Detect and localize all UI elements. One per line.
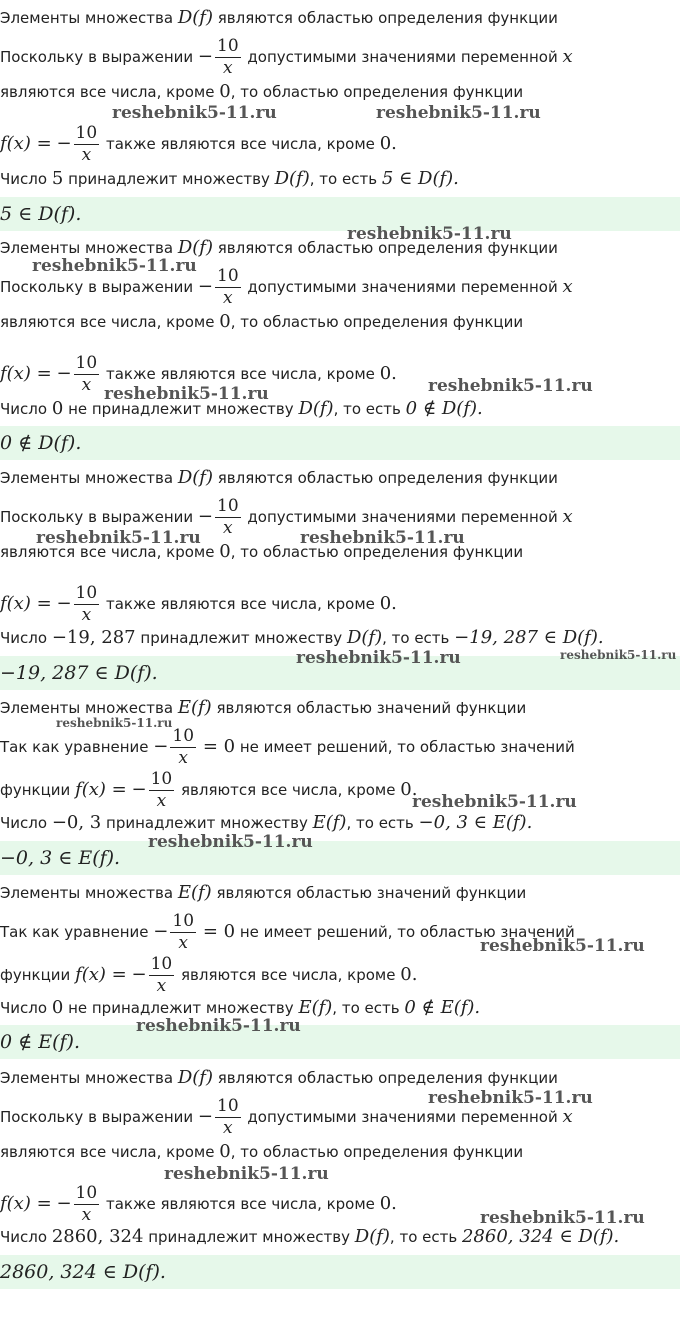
domain-reason-line: Поскольку в выражении − $\frac{10}{x}$ допустимыми значениями переменной x bbox=[0, 1096, 573, 1138]
statement-line: Элементы множества D(f) являются областью определения функции bbox=[0, 237, 558, 258]
function-line: функции f(x) = − $\frac{10}{x}$ являются все числа, кроме 0. bbox=[0, 769, 418, 811]
membership-line: Число 0 не принадлежит множеству D(f), то есть 0 ∉ D(f). bbox=[0, 398, 483, 419]
answer-box: 0 ∉ D(f). bbox=[0, 426, 680, 460]
watermark: reshebnik5-11.ru bbox=[560, 648, 677, 662]
watermark: reshebnik5-11.ru bbox=[428, 1088, 593, 1108]
watermark: reshebnik5-11.ru bbox=[300, 528, 465, 548]
fraction: $\frac{10}{x}$ bbox=[75, 123, 98, 165]
reason-continuation-line: являются все числа, кроме 0, то областью определения функции bbox=[0, 1141, 524, 1162]
fraction: $\frac{10}{x}$ bbox=[150, 954, 173, 996]
fraction: $\frac{10}{x}$ bbox=[217, 1096, 239, 1138]
reason-continuation-line: являются все числа, кроме 0, то областью определения функции bbox=[0, 81, 524, 102]
answer-box: −19, 287 ∈ D(f). bbox=[0, 656, 680, 690]
fraction: $\frac{10}{x}$ bbox=[217, 496, 239, 538]
watermark: reshebnik5-11.ru bbox=[104, 384, 269, 404]
answer-box: −0, 3 ∈ E(f). bbox=[0, 841, 680, 875]
statement-line: Элементы множества E(f) являются областью значений функции bbox=[0, 882, 527, 903]
fraction: $\frac{10}{x}$ bbox=[75, 353, 98, 395]
fraction: $\frac{10}{x}$ bbox=[172, 726, 195, 768]
function-line: f(x) = − $\frac{10}{x}$ также являются все числа, кроме 0. bbox=[0, 1183, 397, 1225]
range-reason-line: Так как уравнение − $\frac{10}{x}$ = 0 не имеет решений, то областью значений bbox=[0, 911, 575, 953]
fraction: $\frac{10}{x}$ bbox=[172, 911, 195, 953]
reason-continuation-line: являются все числа, кроме 0, то областью определения функции bbox=[0, 311, 524, 332]
domain-reason-line: Поскольку в выражении − $\frac{10}{x}$ допустимыми значениями переменной x bbox=[0, 496, 573, 538]
fraction: $\frac{10}{x}$ bbox=[217, 266, 239, 308]
function-line: f(x) = − $\frac{10}{x}$ также являются все числа, кроме 0. bbox=[0, 583, 397, 625]
fraction: $\frac{10}{x}$ bbox=[150, 769, 173, 811]
statement-line: Элементы множества D(f) являются областью определения функции bbox=[0, 467, 558, 488]
statement-line: Элементы множества D(f) являются областью определения функции bbox=[0, 1067, 558, 1088]
domain-reason-line: Поскольку в выражении − $\frac{10}{x}$ допустимыми значениями переменной x bbox=[0, 36, 573, 78]
watermark: reshebnik5-11.ru bbox=[412, 792, 577, 812]
domain-reason-line: Поскольку в выражении − $\frac{10}{x}$ допустимыми значениями переменной x bbox=[0, 266, 573, 308]
watermark: reshebnik5-11.ru bbox=[347, 224, 512, 244]
watermark: reshebnik5-11.ru bbox=[164, 1164, 329, 1184]
watermark: reshebnik5-11.ru bbox=[112, 103, 277, 123]
membership-line: Число 5 принадлежит множеству D(f), то есть 5 ∈ D(f). bbox=[0, 168, 459, 189]
watermark: reshebnik5-11.ru bbox=[480, 936, 645, 956]
membership-line: Число 2860, 324 принадлежит множеству D(f), то есть 2860, 324 ∈ D(f). bbox=[0, 1226, 620, 1247]
watermark: reshebnik5-11.ru bbox=[480, 1208, 645, 1228]
answer-box: 5 ∈ D(f). bbox=[0, 197, 680, 231]
fraction: $\frac{10}{x}$ bbox=[75, 1183, 98, 1225]
watermark: reshebnik5-11.ru bbox=[56, 716, 173, 730]
answer-box: 0 ∉ E(f). bbox=[0, 1025, 680, 1059]
function-line: f(x) = − $\frac{10}{x}$ также являются все числа, кроме 0. bbox=[0, 353, 397, 395]
membership-line: Число −19, 287 принадлежит множеству D(f), то есть −19, 287 ∈ D(f). bbox=[0, 627, 604, 648]
watermark: reshebnik5-11.ru bbox=[148, 832, 313, 852]
membership-line: Число 0 не принадлежит множеству E(f), то есть 0 ∉ E(f). bbox=[0, 997, 481, 1018]
answer-box: 2860, 324 ∈ D(f). bbox=[0, 1255, 680, 1289]
watermark: reshebnik5-11.ru bbox=[376, 103, 541, 123]
function-line: функции f(x) = − $\frac{10}{x}$ являются все числа, кроме 0. bbox=[0, 954, 418, 996]
watermark: reshebnik5-11.ru bbox=[296, 648, 461, 668]
watermark: reshebnik5-11.ru bbox=[32, 256, 197, 276]
watermark: reshebnik5-11.ru bbox=[428, 376, 593, 396]
fraction: $\frac{10}{x}$ bbox=[217, 36, 239, 78]
watermark: reshebnik5-11.ru bbox=[36, 528, 201, 548]
set-symbol: D(f) bbox=[177, 7, 213, 28]
membership-line: Число −0, 3 принадлежит множеству E(f), то есть −0, 3 ∈ E(f). bbox=[0, 812, 533, 833]
watermark: reshebnik5-11.ru bbox=[136, 1016, 301, 1036]
range-reason-line: Так как уравнение − $\frac{10}{x}$ = 0 не имеет решений, то областью значений bbox=[0, 726, 575, 768]
statement-line: Элементы множества E(f) являются областью значений функции bbox=[0, 697, 527, 718]
fraction: $\frac{10}{x}$ bbox=[75, 583, 98, 625]
function-line: f(x) = − $\frac{10}{x}$ также являются все числа, кроме 0. bbox=[0, 123, 397, 165]
statement-line: Элементы множества D(f) являются областью определения функции bbox=[0, 7, 558, 28]
reason-continuation-line: являются все числа, кроме 0, то областью определения функции bbox=[0, 541, 524, 562]
